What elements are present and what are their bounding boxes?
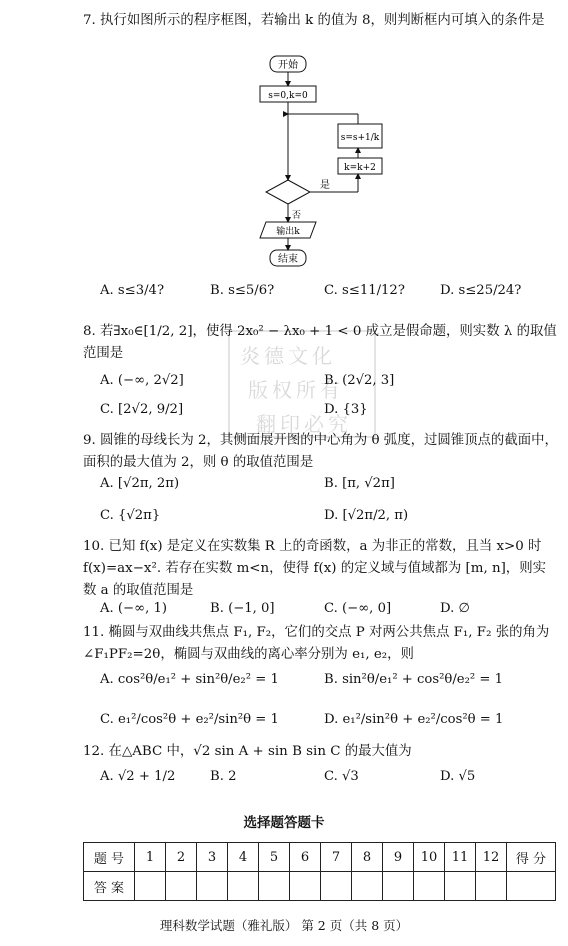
q11-option-b: B. sin²θ/e₁² + cos²θ/e₂² = 1 [324,672,503,687]
q11-option-d: D. e₁²/sin²θ + e₂²/cos²θ = 1 [324,712,504,727]
answer-card-title: 选择题答题卡 [243,815,325,831]
q12-option-a: A. √2 + 1/2 [100,769,176,784]
flow-no-label: 否 [292,211,302,221]
flow-update-s-label: s=s+1/k [340,133,380,143]
score-label: 得 分 [507,843,556,872]
number-cell: 3 [197,843,228,872]
row-label-answer: 答 案 [84,872,135,901]
answer-cell[interactable] [321,872,352,901]
answer-cell[interactable] [135,872,166,901]
q7-option-d: D. s≤25/24? [440,283,522,298]
answer-cell[interactable] [290,872,321,901]
answer-card-header-row [84,843,556,872]
number-cell: 5 [259,843,290,872]
q10-option-d: D. ∅ [440,601,470,616]
flowchart [250,52,390,274]
q9-option-d: D. [√2π/2, π) [324,508,409,523]
number-cell: 8 [352,843,383,872]
answer-card-answer-row [84,872,556,901]
answer-cell[interactable] [414,872,445,901]
flow-decision-diamond [266,180,310,204]
answer-cell[interactable] [197,872,228,901]
number-cell: 1 [135,843,166,872]
row-label-number: 题 号 [84,843,135,872]
q8-option-b: B. (2√2, 3] [324,373,395,388]
q9-option-c: C. {√2π} [100,508,161,523]
question-7-text: 7. 执行如图所示的程序框图，若输出 k 的值为 8，则判断框内可填入的条件是 [83,13,545,28]
number-cell: 6 [290,843,321,872]
q12-option-d: D. √5 [440,769,476,784]
q10-option-a: A. (−∞, 1) [100,601,168,616]
number-cell: 9 [383,843,414,872]
question-9-text: 9. 圆锥的母线长为 2，其侧面展开图的中心角为 θ 弧度，过圆锥顶点的截面中，面积的最大值为 2，则 θ 的取值范围是 [83,433,558,470]
answer-cell[interactable] [259,872,290,901]
answer-cell[interactable] [476,872,507,901]
question-8-text: 8. 若∃x₀∈[1/2, 2]，使得 2x₀² − λx₀ + 1 < 0 成立是假命题，则实数 λ 的取值范围是 [83,324,557,361]
page-footer: 理科数学试题（雅礼版） 第 2 页（共 8 页） [159,918,409,933]
q8-option-c: C. [2√2, 9/2] [100,402,184,417]
flow-end-label: 结束 [278,254,298,265]
watermark-line-2: 版权所有 [248,378,344,402]
watermark-line-1: 炎德文化 [240,344,336,368]
q9-option-b: B. [π, √2π] [324,476,395,491]
answer-cell[interactable] [383,872,414,901]
number-cell: 12 [476,843,507,872]
flow-output-label: 输出k [276,227,300,237]
flow-update-k-label: k=k+2 [344,163,376,173]
flow-start-label: 开始 [278,60,298,71]
answer-cell[interactable] [352,872,383,901]
number-cell: 4 [228,843,259,872]
number-cell: 11 [445,843,476,872]
q11-option-c: C. e₁²/cos²θ + e₂²/sin²θ = 1 [100,712,279,727]
answer-cell[interactable] [166,872,197,901]
flow-yes-label: 是 [320,180,330,191]
q7-option-a: A. s≤3/4? [100,283,165,298]
q10-option-c: C. (−∞, 0] [324,601,392,616]
score-cell[interactable] [507,872,556,901]
flow-init-label: s=0,k=0 [268,91,308,101]
q7-option-c: C. s≤11/12? [324,283,405,298]
q10-option-b: B. (−1, 0] [210,601,275,616]
number-cell: 2 [166,843,197,872]
number-cell: 7 [321,843,352,872]
watermark-line-3: 翻印必究 [256,412,352,436]
q11-option-a: A. cos²θ/e₁² + sin²θ/e₂² = 1 [100,672,279,687]
answer-cell[interactable] [445,872,476,901]
q8-option-d: D. {3} [324,402,368,417]
q12-option-b: B. 2 [210,769,237,784]
question-11-text: 11. 椭圆与双曲线共焦点 F₁, F₂，它们的交点 P 对两公共焦点 F₁, F₂ 张的角为∠F₁PF₂=2θ，椭圆与双曲线的离心率分别为 e₁, e₂，则 [83,625,550,662]
question-10-text: 10. 已知 f(x) 是定义在实数集 R 上的奇函数，a 为非正的常数，且当 x>0 时 f(x)=ax−x². 若存在实数 m<n，使得 f(x) 的定义域与值域都为 [m, n]，则实数 a 的取值范围是 [83,539,546,598]
number-cell: 10 [414,843,445,872]
question-12-text: 12. 在△ABC 中，√2 sin A + sin B sin C 的最大值为 [83,744,412,759]
q8-option-a: A. (−∞, 2√2] [100,373,184,388]
q9-option-a: A. [√2π, 2π) [100,476,180,491]
q7-option-b: B. s≤5/6? [210,283,275,298]
answer-cell[interactable] [228,872,259,901]
answer-card-table [83,842,556,901]
q12-option-c: C. √3 [324,769,359,784]
